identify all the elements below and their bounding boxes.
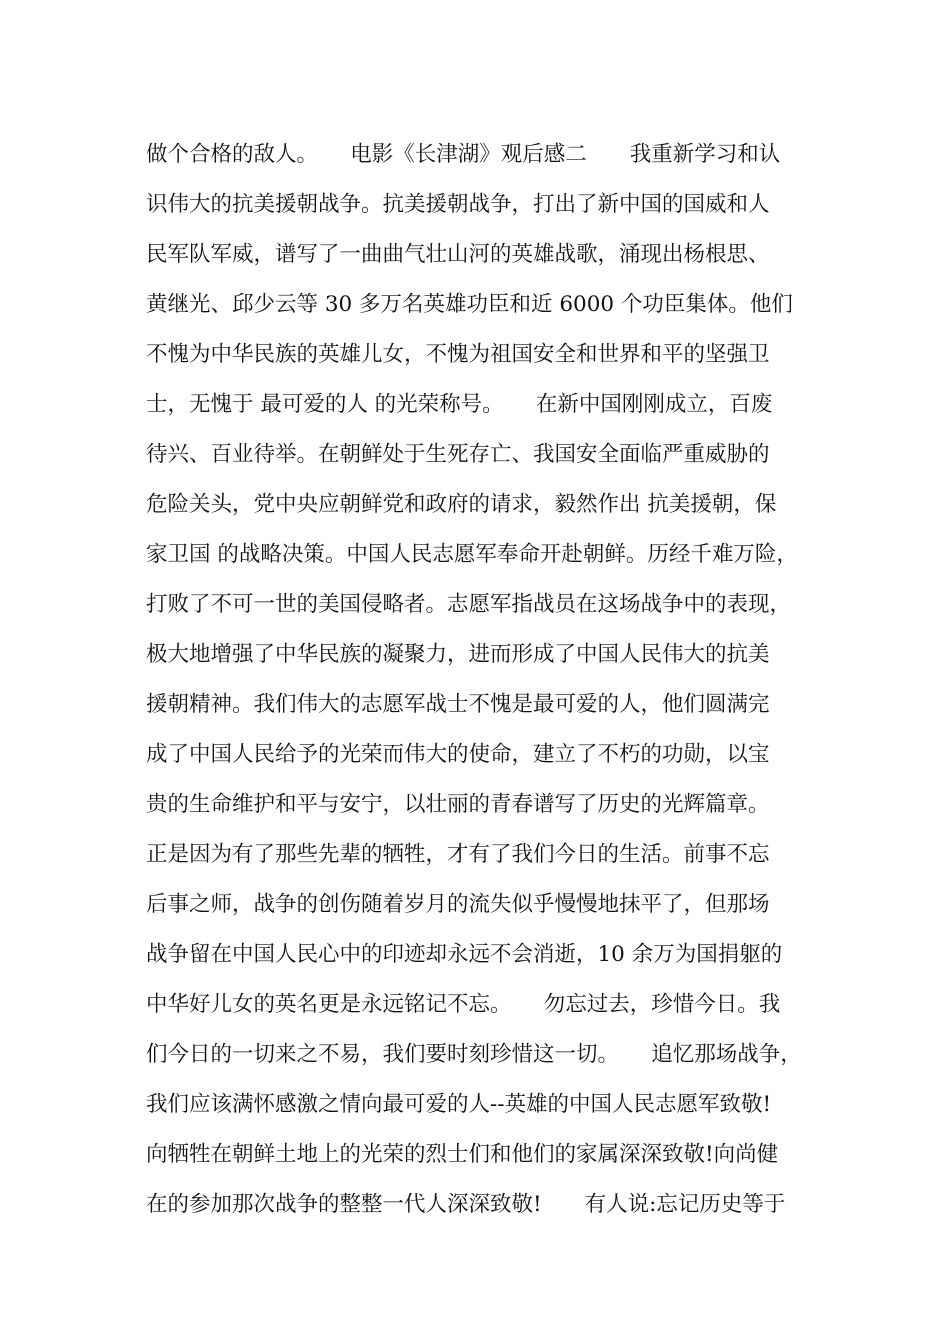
text-line-19: 们今日的一切来之不易，我们要时刻珍惜这一切。 追忆那场战争，: [146, 1042, 802, 1067]
text-line-4: 黄继光、邱少云等 30 多万名英雄功臣和近 6000 个功臣集体。他们: [146, 292, 793, 317]
text-line-10: 打败了不可一世的美国侵略者。志愿军指战员在这场战争中的表现，: [146, 592, 792, 617]
text-line-12: 援朝精神。我们伟大的志愿军战士不愧是最可爱的人，他们圆满完: [146, 692, 770, 717]
text-line-1: 做个合格的敌人。 电影《长津湖》观后感二 我重新学习和认: [146, 142, 781, 167]
text-line-2: 识伟大的抗美援朝战争。抗美援朝战争，打出了新中国的国威和人: [146, 192, 770, 217]
text-line-14: 贵的生命维护和平与安宁，以壮丽的青春谱写了历史的光辉篇章。: [146, 792, 770, 817]
text-line-13: 成了中国人民给予的光荣而伟大的使命，建立了不朽的功勋，以宝: [146, 742, 770, 767]
text-line-3: 民军队军威，谱写了一曲曲气壮山河的英雄战歌，涌现出杨根思、: [146, 242, 770, 267]
text-line-16: 后事之师，战争的创伤随着岁月的流失似乎慢慢地抹平了，但那场: [146, 892, 770, 917]
text-line-18: 中华好儿女的英名更是永远铭记不忘。 勿忘过去，珍惜今日。我: [146, 992, 781, 1017]
text-line-11: 极大地增强了中华民族的凝聚力，进而形成了中国人民伟大的抗美: [146, 642, 770, 667]
body-text: [146, 130, 826, 1230]
text-line-17: 战争留在中国人民心中的印迹却永远不会消逝，10 余万为国捐躯的: [146, 942, 783, 967]
text-line-7: 待兴、百业待举。在朝鲜处于生死存亡、我国安全面临严重威胁的: [146, 442, 770, 467]
text-line-6: 士，无愧于 最可爱的人 的光荣称号。 在新中国刚刚成立，百废: [146, 392, 773, 417]
text-line-21: 向牺牲在朝鲜土地上的光荣的烈士们和他们的家属深深致敬!向尚健: [146, 1142, 779, 1167]
text-line-9: 家卫国 的战略决策。中国人民志愿军奉命开赴朝鲜。历经千难万险，: [146, 542, 798, 567]
text-line-8: 危险关头，党中央应朝鲜党和政府的请求，毅然作出 抗美援朝，保: [146, 492, 777, 517]
text-line-20: 我们应该满怀感激之情向最可爱的人--英雄的中国人民志愿军致敬!: [146, 1092, 772, 1117]
text-line-5: 不愧为中华民族的英雄儿女，不愧为祖国安全和世界和平的坚强卫: [146, 342, 770, 367]
text-line-22: 在的参加那次战争的整整一代人深深致敬! 有人说:忘记历史等于: [146, 1192, 786, 1217]
text-line-15: 正是因为有了那些先辈的牺牲，才有了我们今日的生活。前事不忘: [146, 842, 770, 867]
